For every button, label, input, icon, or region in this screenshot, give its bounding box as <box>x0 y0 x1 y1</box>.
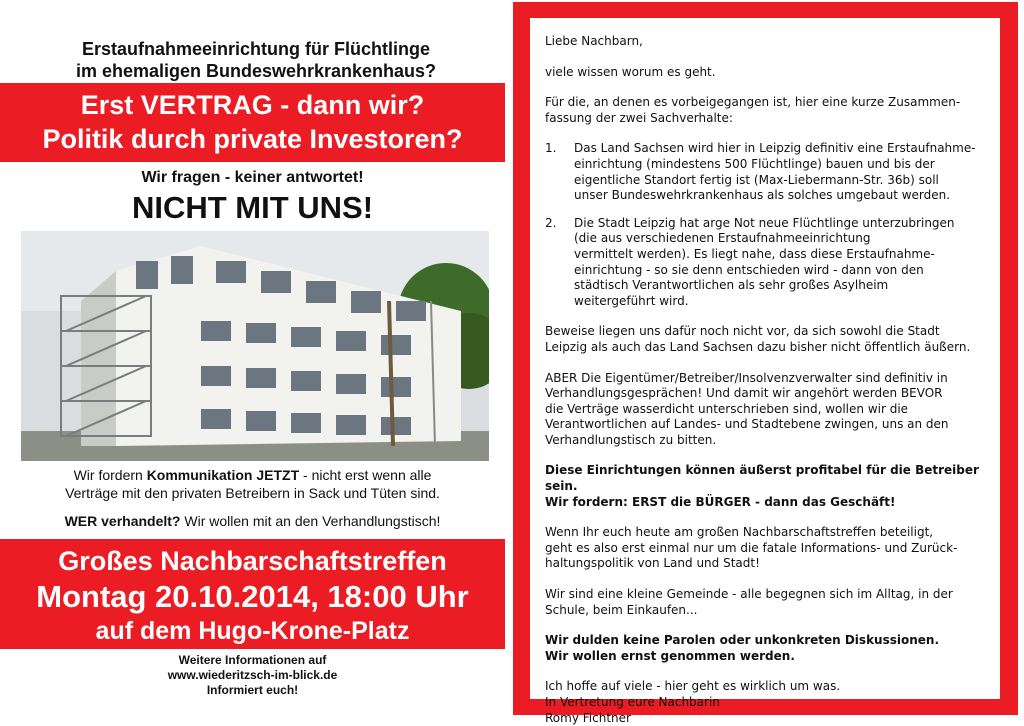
event-location: auf dem Hugo-Krone-Platz <box>95 617 410 645</box>
hospital-building-photo <box>21 231 489 461</box>
flyer <box>0 0 512 719</box>
fact-list <box>545 141 1000 309</box>
ask-line: Wir fragen - keiner antwortet! <box>141 169 364 186</box>
banner-contract: Erst VERTRAG - dann wir? Politik durch private Investoren? <box>0 83 505 162</box>
demand-communication: Wir fordern Kommunikation JETZT - nicht erst wenn alle Verträge mit den privaten Betreibern in Sack und Tüten sind. <box>65 467 440 501</box>
summary: Für die, an denen es vorbeigegangen ist, hier eine kurze Zusammen- fassung der zwei Sachverhalte: <box>545 95 961 125</box>
community-paragraph: Wir sind eine kleine Gemeinde - alle begegnen sich im Alltag, in der Schule, beim Einkaufen... <box>545 587 953 617</box>
event-datetime: Montag 20.10.2014, 18:00 Uhr <box>36 579 469 614</box>
flyer-headline: Erstaufnahmeeinrichtung für Flüchtlinge im ehemaligen Bundeswehrkrankenhaus? <box>75 39 437 81</box>
event-title: Großes Nachbarschaftstreffen <box>58 546 447 576</box>
list-item: 1. Das Land Sachsen wird hier in Leipzig definitiv eine Erstaufnahme- einrichtung (mindestens 500 Flüchtlinge) bauen und bis der eigentliche Standort fertig ist (Max-Liebermann-Str. 36b) soll unser Bundeswehrkrankenhaus als solches umgebaut werden. <box>545 141 976 203</box>
aber-paragraph: ABER Die Eigentümer/Betreiber/Insolvenzverwalter sind definitiv in Verhandlungsgesprächen! Und damit wir angehört werden BEVOR die Verträge wasserdicht unterschrieben sind, wollen wir die Verantwortlichen auf Landes- und Stadtebene zwingen, uns an den Verhandlungstisch zu bitten. <box>545 370 949 447</box>
nicht-mit-uns-headline: NICHT MIT UNS! <box>131 190 374 225</box>
greeting: Liebe Nachbarn, <box>545 34 643 48</box>
signature-name: Romy Fichtner <box>545 710 631 725</box>
intro: viele wissen worum es geht. <box>545 64 716 79</box>
event-banner <box>0 539 505 649</box>
letter <box>530 18 1000 725</box>
closing: Ich hoffe auf viele - hier geht es wirklich um was. In Vertretung eure Nachbarin Romy Fichtner <box>545 679 1000 726</box>
website-link[interactable]: www.wiederitzsch-im-blick.de <box>167 668 338 682</box>
negotiate-line: WER verhandelt? Wir wollen mit an den Verhandlungstisch! <box>64 513 441 529</box>
profit-paragraph: Diese Einrichtungen können äußerst profitabel für die Betreiber sein. Wir fordern: ERST die BÜRGER - dann das Geschäft! <box>545 463 979 509</box>
tolerate-paragraph: Wir dulden keine Parolen oder unkonkreten Diskussionen. Wir wollen ernst genommen werden. <box>545 633 940 663</box>
list-item: 2. Die Stadt Leipzig hat arge Not neue Flüchtlinge unterzubringen (die aus verschiedenen Erstaufnahmeeinrichtung vermittelt werden). Es liegt nahe, dass diese Erstaufnahme- einrichtung - so sie denn entschieden wird - dann von den städtisch Verantwortlichen als sehr großes Asylheim weitergeführt wird. <box>545 215 955 308</box>
more-info: Weitere Informationen auf www.wiederitzsch-im-blick.de Informiert euch! <box>0 653 505 698</box>
meeting-paragraph: Wenn Ihr euch heute am großen Nachbarschaftstreffen beteiligt, geht es also erst einmal nur um die fatale Informations- und Zurück- haltungspolitik von Land und Stadt! <box>545 525 958 571</box>
letter-frame <box>513 2 1018 725</box>
proof-paragraph: Beweise liegen uns dafür noch nicht vor, da sich sowohl die Stadt Leipzig als auch das Land Sachsen dazu bisher nicht öffentlich äußern. <box>545 324 971 354</box>
